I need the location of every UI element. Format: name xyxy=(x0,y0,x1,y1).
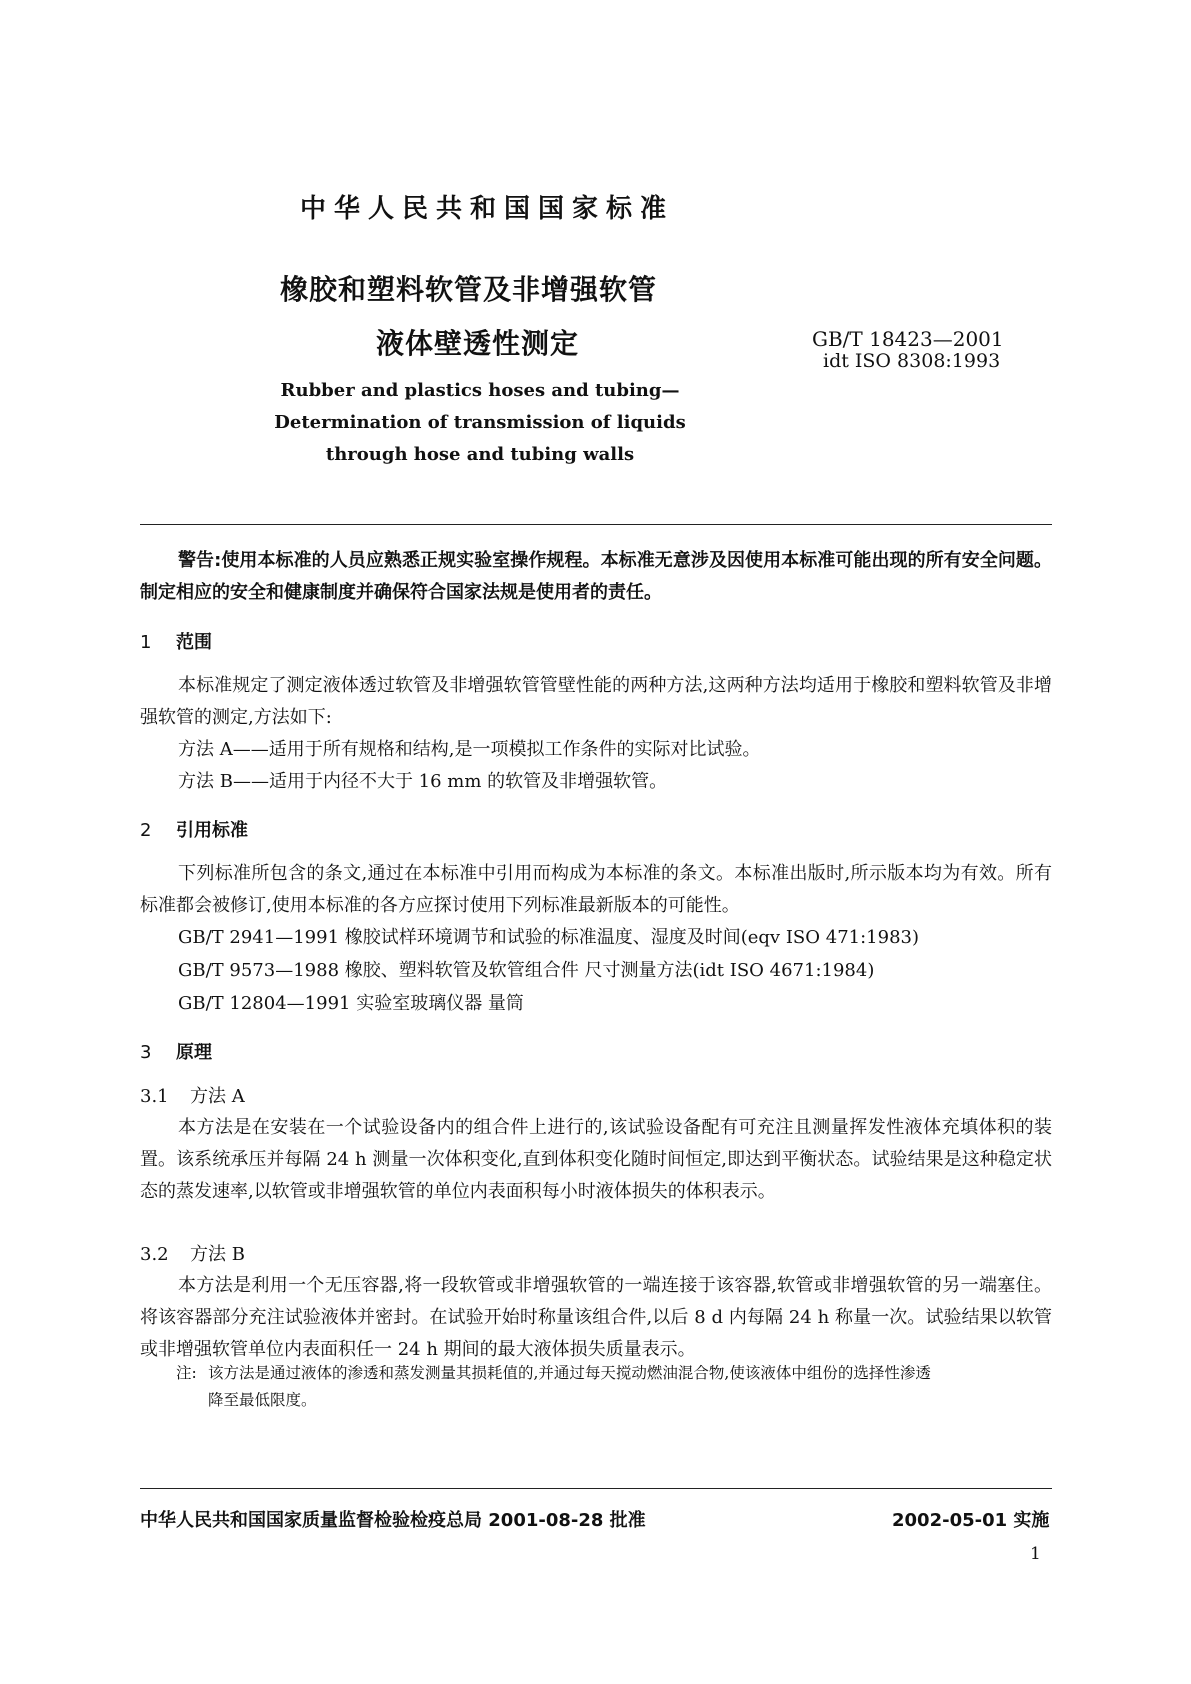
section-1-title: 范围 xyxy=(176,632,212,653)
note-line1: 该方法是通过液体的渗透和蒸发测量其损耗值的,并通过每天搅动燃油混合物,使该液体中组份的选择性渗透 xyxy=(208,1364,931,1382)
section-3-2-title: 方法 B xyxy=(190,1244,245,1265)
warning-paragraph: 警告:使用本标准的人员应熟悉正规实验室操作规程。本标准无意涉及因使用本标准可能出现的所有安全问题。制定相应的安全和健康制度并确保符合国家法规是使用者的责任。 xyxy=(140,550,1052,603)
method-b-line: 方法 B——适用于内径不大于 16 mm 的软管及非增强软管。 xyxy=(178,771,668,792)
title-en-line2: Determination of transmission of liquids xyxy=(274,412,686,433)
section-3-title: 原理 xyxy=(176,1042,212,1063)
section-2-paragraph: 下列标准所包含的条文,通过在本标准中引用而构成为本标准的条文。本标准出版时,所示版本均为有效。所有标准都会被修订,使用本标准的各方应探讨使用下列标准最新版本的可能性。 xyxy=(140,863,1052,916)
section-2-heading xyxy=(140,816,248,842)
section-3-heading xyxy=(140,1038,212,1064)
page-number: 1 xyxy=(1030,1544,1041,1564)
reference-item: GB/T 2941—1991 橡胶试样环境调节和试验的标准温度、湿度及时间(eqv ISO 471:1983) xyxy=(178,927,919,948)
section-3-1-number: 3.1 xyxy=(140,1086,169,1107)
reference-item: GB/T 12804—1991 实验室玻璃仪器 量筒 xyxy=(178,993,524,1014)
section-2-number: 2 xyxy=(140,820,152,841)
title-cn-line2: 液体壁透性测定 xyxy=(376,327,580,360)
section-3-2-paragraph: 本方法是利用一个无压容器,将一段软管或非增强软管的一端连接于该容器,软管或非增强软管的另一端塞住。将该容器部分充注试验液体并密封。在试验开始时称量该组合件,以后 8 d 内每隔 24 h 称量一次。试验结果以软管或非增强软管单位内表面积任一 24 h 期间的最大液体损失质量表示。 xyxy=(140,1275,1052,1360)
section-3-1-heading xyxy=(140,1082,245,1108)
reference-item: GB/T 9573—1988 橡胶、塑料软管及软管组合件 尺寸测量方法(idt ISO 4671:1984) xyxy=(178,960,875,981)
section-2-title: 引用标准 xyxy=(176,820,248,841)
method-a-line: 方法 A——适用于所有规格和结构,是一项模拟工作条件的实际对比试验。 xyxy=(178,739,761,760)
top-divider xyxy=(140,524,1052,525)
section-1-paragraph: 本标准规定了测定液体透过软管及非增强软管管壁性能的两种方法,这两种方法均适用于橡胶和塑料软管及非增强软管的测定,方法如下: xyxy=(140,675,1052,728)
implementation-date: 2002-05-01 实施 xyxy=(892,1510,1050,1531)
standard-idt: idt ISO 8308:1993 xyxy=(823,350,1001,372)
note-label: 注: xyxy=(176,1364,197,1382)
section-3-number: 3 xyxy=(140,1042,152,1063)
section-1-number: 1 xyxy=(140,632,152,653)
section-3-1-title: 方法 A xyxy=(190,1086,245,1107)
standard-code: GB/T 18423—2001 xyxy=(812,327,1004,351)
note xyxy=(176,1360,1052,1414)
approval-statement: 中华人民共和国国家质量监督检验检疫总局 2001-08-28 批准 xyxy=(140,1510,646,1531)
section-3-1-paragraph: 本方法是在安装在一个试验设备内的组合件上进行的,该试验设备配有可充注且测量挥发性液体充填体积的装置。该系统承压并每隔 24 h 测量一次体积变化,直到体积变化随时间恒定,即达到平衡状态。试验结果是这种稳定状态的蒸发速率,以软管或非增强软管的单位内表面积每小时液体损失的体积表示。 xyxy=(140,1117,1052,1202)
section-3-2-heading xyxy=(140,1240,245,1266)
title-en-line1: Rubber and plastics hoses and tubing— xyxy=(280,380,680,401)
title-en-line3: through hose and tubing walls xyxy=(325,444,635,465)
section-3-2-number: 3.2 xyxy=(140,1244,169,1265)
note-line2: 降至最低限度。 xyxy=(208,1391,317,1409)
national-standard-heading: 中华人民共和国国家标准 xyxy=(300,194,675,224)
title-cn-line1: 橡胶和塑料软管及非增强软管 xyxy=(280,273,658,306)
bottom-divider xyxy=(140,1488,1052,1489)
section-1-heading xyxy=(140,628,212,654)
